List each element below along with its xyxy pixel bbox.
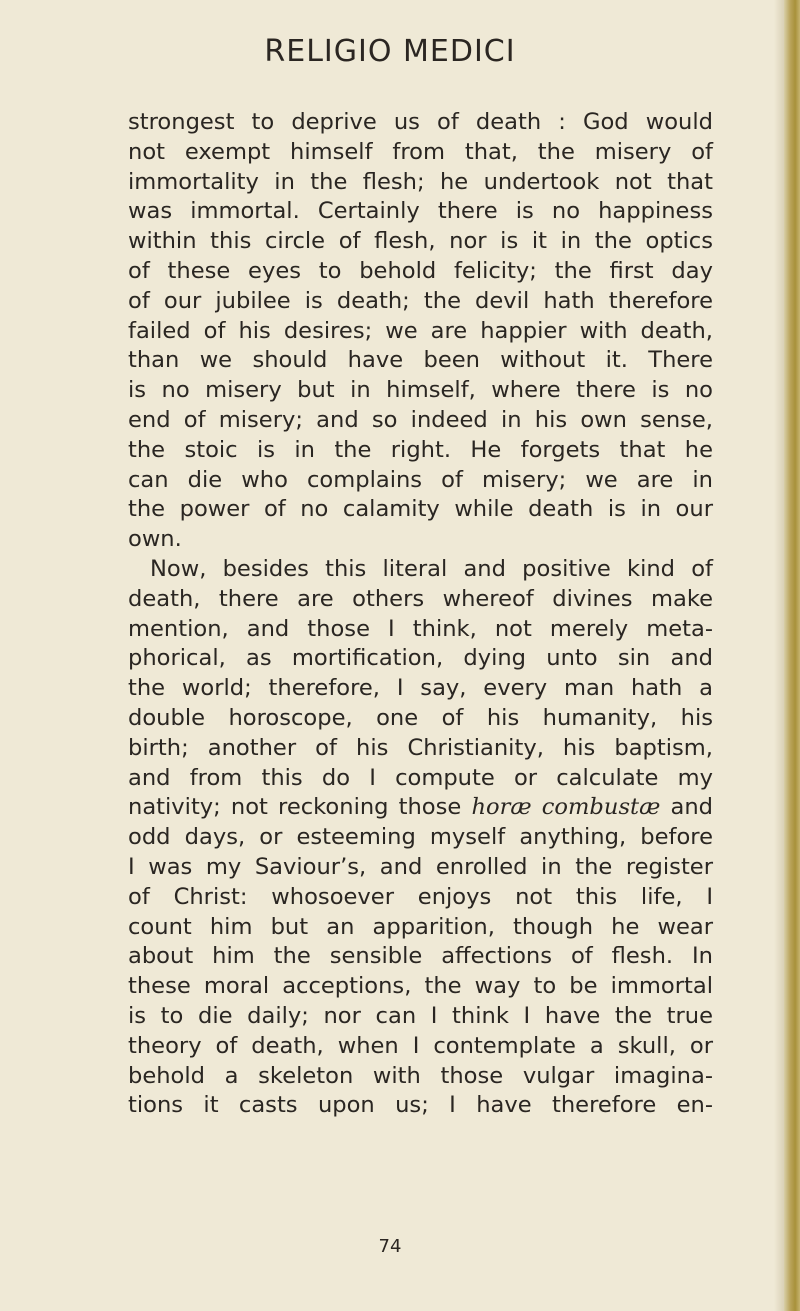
body-text — [128, 108, 713, 1121]
line-text: nativity; not reckoning those — [128, 794, 462, 821]
text-line: strongest to deprive us of death : God would — [128, 109, 713, 135]
text-line: is no misery but in himself, where there is no — [128, 377, 713, 404]
text-line: behold a skeleton with those vulgar imagina- — [128, 1062, 713, 1089]
text-line: of Christ: whosoever enjoys not this life, I — [128, 883, 713, 910]
text-line: within this circle of flesh, nor is it in the optics — [128, 228, 713, 255]
text-line: count him but an apparition, though he wear — [128, 913, 713, 940]
text-line: the world; therefore, I say, every man hath a — [128, 675, 713, 702]
text-line: not exempt himself from that, the misery of — [128, 138, 713, 165]
paragraph-start-line: Now, besides this literal and positive kind of — [150, 555, 713, 582]
text-line: double horoscope, one of his humanity, his — [128, 704, 713, 731]
line-text-end: and — [670, 794, 713, 821]
text-line: death, there are others whereof divines make — [128, 585, 713, 612]
text-line: I was my Saviour’s, and enrolled in the register — [128, 853, 713, 880]
page-gutter-shadow — [774, 0, 784, 1311]
running-head: RELIGIO MEDICI — [264, 34, 516, 69]
text-line: own. — [128, 526, 182, 553]
text-line: about him the sensible affections of flesh. In — [128, 943, 713, 970]
text-line: failed of his desires; we are happier with death, — [128, 317, 713, 344]
text-line: and from this do I compute or calculate my — [128, 764, 713, 791]
text-line: tions it casts upon us; I have therefore en- — [128, 1092, 713, 1119]
text-line: end of misery; and so indeed in his own sense, — [128, 406, 713, 433]
page-number: 74 — [378, 1236, 402, 1257]
text-line: the stoic is in the right. He forgets that he — [128, 436, 713, 463]
text-line: birth; another of his Christianity, his baptism, — [128, 734, 713, 761]
text-line: was immortal. Certainly there is no happiness — [128, 198, 713, 225]
text-line: of these eyes to behold felicity; the first day — [128, 257, 713, 284]
text-line: these moral acceptions, the way to be immortal — [128, 973, 713, 1000]
text-line: phorical, as mortification, dying unto sin and — [128, 645, 713, 672]
text-line: immortality in the flesh; he undertook not that — [128, 168, 713, 195]
text-line: than we should have been without it. There — [128, 347, 713, 374]
text-line: can die who complains of misery; we are in — [128, 466, 713, 493]
text-line: of our jubilee is death; the devil hath therefore — [128, 287, 713, 314]
page-edge — [784, 0, 800, 1311]
text-line: is to die daily; nor can I think I have the true — [128, 1002, 713, 1029]
italic-phrase: horæ combustæ — [471, 794, 661, 821]
text-line-with-italic — [128, 793, 713, 823]
text-line: odd days, or esteeming myself anything, before — [128, 824, 713, 851]
text-line: mention, and those I think, not merely meta- — [128, 615, 713, 642]
text-line: the power of no calamity while death is in our — [128, 496, 713, 523]
text-line: theory of death, when I contemplate a skull, or — [128, 1032, 713, 1059]
